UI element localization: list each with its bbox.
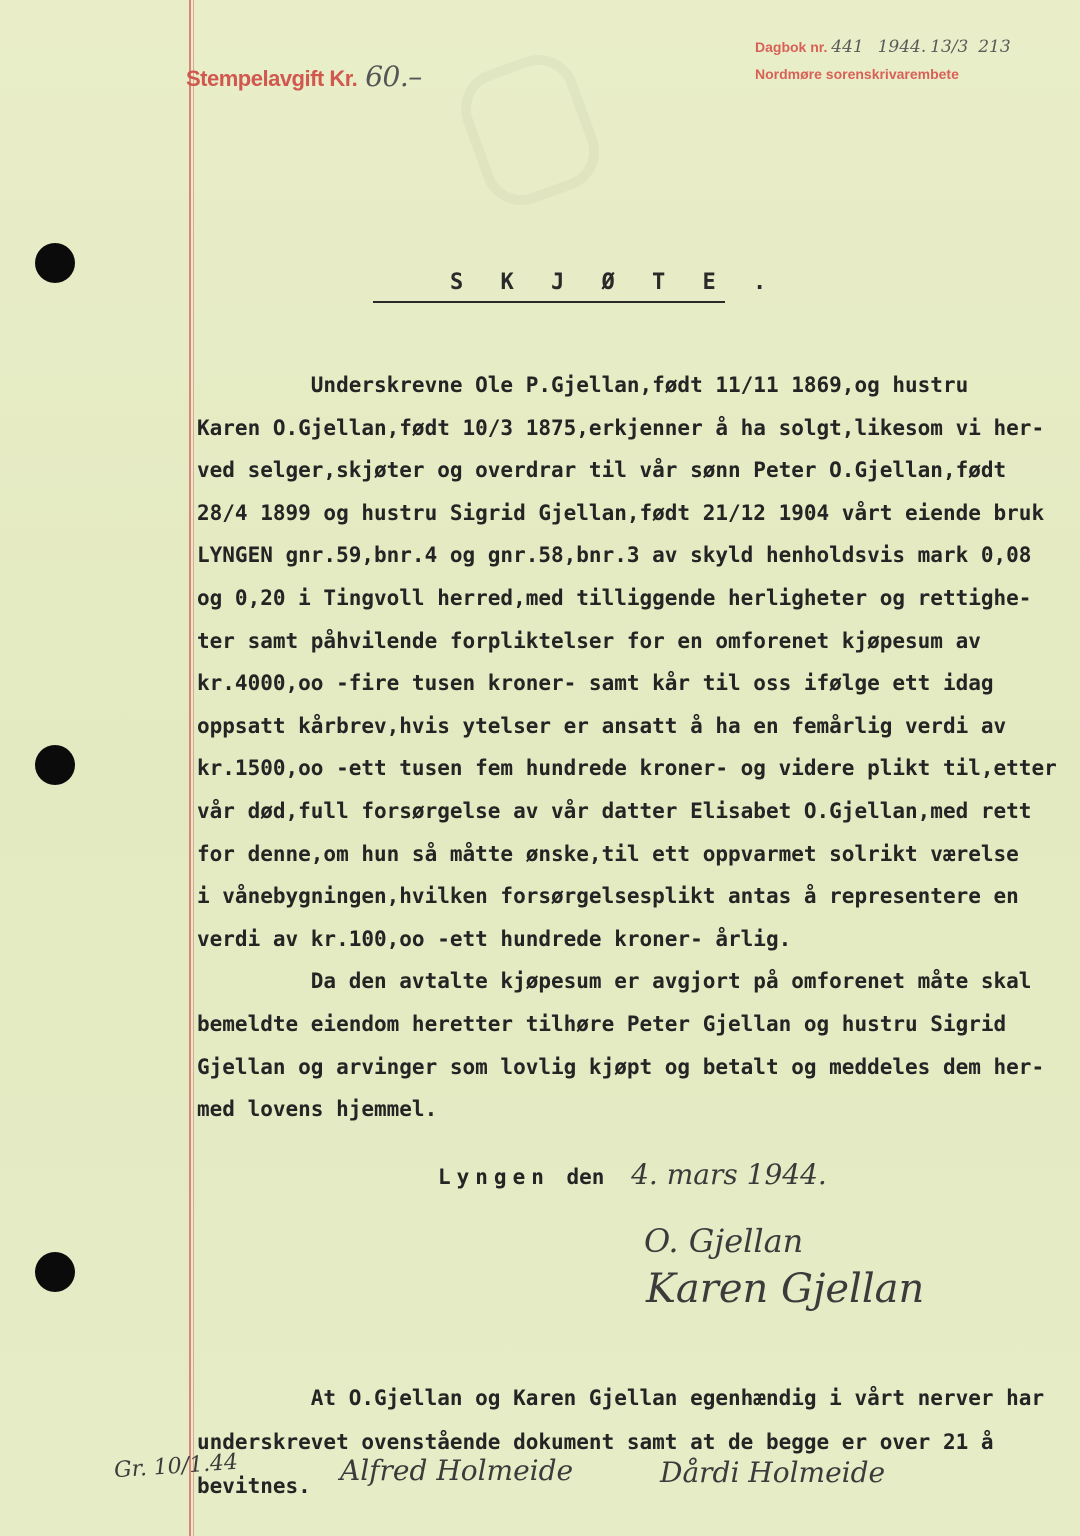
document-title: S K J Ø T E .: [450, 270, 779, 295]
place-den: den: [566, 1165, 605, 1189]
witness-line: At O.Gjellan og Karen Gjellan egenhændig i vårt nerver har: [197, 1386, 1045, 1410]
witness-line: bevitnes.: [197, 1474, 311, 1498]
body-line: Da den avtalte kjøpesum er avgjort på omforenet måte skal: [197, 969, 1032, 994]
journal-number: 441: [831, 37, 864, 57]
punch-hole-bottom: [35, 1252, 75, 1292]
margin-line-inner: [193, 0, 194, 1536]
body-line: kr.1500,oo -ett tusen fem hundrede kroner- og videre plikt til,etter: [197, 756, 1057, 781]
body-line: for denne,om hun så måtte ønske,til ett oppvarmet solrikt værelse: [197, 841, 1019, 866]
body-line: verdi av kr.100,oo -ett hundrede kroner- årlig.: [197, 926, 792, 951]
journal-line: [755, 34, 1011, 61]
body-line: ter samt påhvilende forpliktelser for en omforenet kjøpesum av: [197, 628, 981, 653]
signature-ole: O. Gjellan: [644, 1222, 804, 1260]
journal-stamp: [755, 34, 1011, 88]
journal-year: 1944.: [877, 37, 927, 57]
body-line: oppsatt kårbrev,hvis ytelser er ansatt å ha en femårlig verdi av: [197, 713, 1007, 738]
punch-hole-middle: [35, 745, 75, 785]
title-underline: [373, 301, 725, 303]
margin-note: Gr. 10/1.44: [113, 1449, 239, 1484]
body-line: Gjellan og arvinger som lovlig kjøpt og betalt og meddeles dem her-: [197, 1054, 1045, 1079]
body-line: bemeldte eiendom heretter tilhøre Peter Gjellan og hustru Sigrid: [197, 1011, 1007, 1036]
page-ref: 213: [978, 37, 1011, 57]
witness-statement: [197, 1376, 1057, 1508]
body-line: med lovens hjemmel.: [197, 1097, 438, 1122]
body-line: kr.4000,oo -fire tusen kroner- samt kår til oss ifølge ett idag: [197, 671, 994, 696]
body-line: LYNGEN gnr.59,bnr.4 og gnr.58,bnr.3 av skyld henholdsvis mark 0,08: [197, 543, 1032, 568]
body-line: i vånebygningen,hvilken forsørgelsesplikt antas å representere en: [197, 884, 1019, 909]
stamp-tax: [186, 60, 422, 93]
body-line: ved selger,skjøter og overdrar til vår sønn Peter O.Gjellan,født: [197, 458, 1007, 483]
punch-hole-top: [35, 243, 75, 283]
stamp-tax-label: Stempelavgift Kr.: [186, 66, 358, 91]
body-line: Underskrevne Ole P.Gjellan,født 11/11 1869,og hustru: [197, 373, 969, 397]
witness-signature-1: Alfred Holmeide: [340, 1454, 574, 1487]
body-line: vår død,full forsørgelse av vår datter Elisabet O.Gjellan,med rett: [197, 798, 1032, 823]
journal-label: Dagbok nr.: [755, 39, 828, 55]
body-line: Karen O.Gjellan,født 10/3 1875,erkjenner å ha solgt,likesom vi her-: [197, 415, 1045, 440]
place-name: Lyngen: [438, 1165, 550, 1189]
document-body: [197, 364, 1065, 1131]
stamp-tax-amount: 60.–: [365, 60, 422, 93]
faint-watermark: [450, 44, 611, 217]
body-line: 28/4 1899 og hustru Sigrid Gjellan,født 21/12 1904 vårt eiende bruk: [197, 500, 1045, 525]
office-name: Nordmøre sorenskrivarembete: [755, 66, 959, 82]
witness-line: underskrevet ovenstående dokument samt at de begge er over 21 å: [197, 1430, 994, 1454]
margin-line: [189, 0, 191, 1536]
body-line: og 0,20 i Tingvoll herred,med tilliggende herligheter og rettighe-: [197, 585, 1032, 610]
handwritten-date: 4. mars 1944.: [631, 1158, 827, 1191]
signature-karen: Karen Gjellan: [646, 1266, 925, 1312]
witness-signature-2: Dårdi Holmeide: [660, 1456, 886, 1489]
journal-date: 13/3: [930, 37, 969, 57]
place-date: [438, 1158, 827, 1191]
